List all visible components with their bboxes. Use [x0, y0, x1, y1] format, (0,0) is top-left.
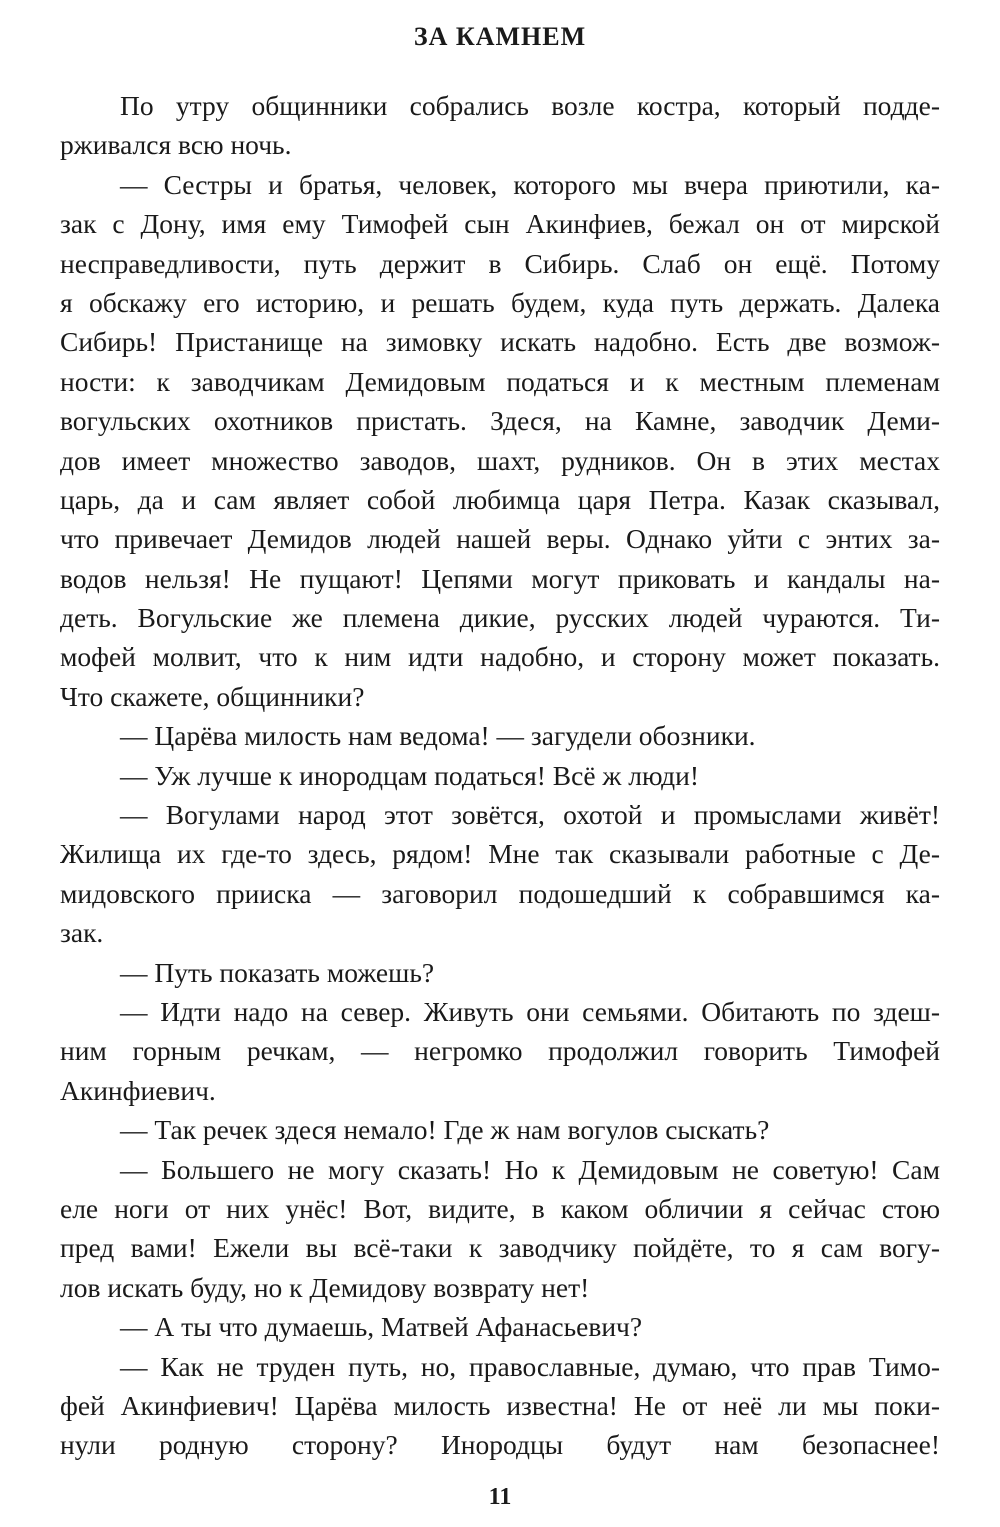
paragraph — [60, 1347, 940, 1465]
text-line: рживался всю ночь. — [60, 129, 292, 161]
paragraph — [60, 1307, 940, 1346]
paragraph — [60, 1150, 940, 1308]
text-line: — Идти надо на север. Живуть они семьями. Обитають по здеш- — [120, 995, 940, 1027]
text-line: пред вами! Ежели вы всё-таки к заводчику пойдёте, то я сам вогу- — [60, 1232, 940, 1264]
paragraph — [60, 165, 940, 716]
paragraph — [60, 756, 940, 795]
text-line: Что скажете, общинники? — [60, 680, 365, 712]
text-line: Жилища их где-то здесь, рядом! Мне так сказывали работные с Де- — [60, 838, 940, 870]
text-line: — А ты что думаешь, Матвей Афанасьевич? — [120, 1311, 643, 1343]
paragraph — [60, 953, 940, 992]
text-line: вогульских охотников пристать. Здеся, на Камне, заводчик Деми- — [60, 405, 940, 437]
text-line: — Уж лучше к инородцам податься! Всё ж люди! — [120, 759, 700, 791]
text-line: — Так речек здеся немало! Где ж нам вогулов сыскать? — [120, 1114, 770, 1146]
text-line: несправедливости, путь держит в Сибирь. Слаб он ещё. Потому — [60, 247, 940, 279]
text-line: лов искать буду, но к Демидову возврату нет! — [60, 1271, 590, 1303]
text-line: нули родную сторону? Инородцы будут нам безопаснее! — [60, 1429, 940, 1461]
paragraph — [60, 1110, 940, 1149]
text-line: — Путь показать можешь? — [120, 956, 435, 988]
text-line: — Сестры и братья, человек, которого мы вчера приютили, ка- — [120, 168, 940, 200]
paragraph — [60, 86, 940, 165]
chapter-title: ЗА КАМНЕМ — [413, 22, 587, 51]
text-line: что привечает Демидов людей нашей веры. Однако уйти с энтих за- — [60, 523, 940, 555]
page-body-text — [60, 86, 940, 1465]
text-line: зак с Дону, имя ему Тимофей сын Акинфиев, бежал он от мирской — [60, 208, 940, 240]
text-line: — Большего не могу сказать! Но к Демидовым не советую! Сам — [120, 1153, 940, 1185]
text-line: мидовского прииска — заговорил подошедший к собравшимся ка- — [60, 877, 940, 909]
text-line: ности: к заводчикам Демидовым податься и к местным племенам — [60, 365, 940, 397]
text-line: ним горным речкам, — негромко продолжил говорить Тимофей — [60, 1035, 940, 1067]
text-line: — Как не труден путь, но, православные, думаю, что прав Тимо- — [120, 1350, 940, 1382]
text-line: деть. Вогульские же племена дикие, русских людей чураются. Ти- — [60, 602, 940, 634]
text-line: зак. — [60, 917, 104, 949]
text-line: царь, да и сам являет собой любимца царя Петра. Казак сказывал, — [60, 483, 940, 515]
text-line: мофей молвит, что к ним идти надобно, и сторону может показать. — [60, 641, 940, 673]
text-line: дов имеет множество заводов, шахт, рудников. Он в этих местах — [60, 444, 940, 476]
text-line: Сибирь! Пристанище на зимовку искать надобно. Есть две возмож- — [60, 326, 940, 358]
text-line: — Вогулами народ этот зовётся, охотой и промыслами живёт! — [120, 799, 940, 831]
text-line: еле ноги от них унёс! Вот, видите, в каком обличии я сейчас стою — [60, 1192, 940, 1224]
paragraph — [60, 716, 940, 755]
text-line: я обскажу его историю, и решать будем, куда путь держать. Далека — [60, 286, 940, 318]
text-line: По утру общинники собрались возле костра, который подде- — [120, 90, 940, 121]
text-line: Акинфиевич. — [60, 1074, 216, 1106]
page-number: 11 — [488, 1484, 512, 1510]
text-line: — Царёва милость нам ведома! — загудели обозники. — [120, 720, 756, 752]
text-line: водов нельзя! Не пущают! Цепями могут приковать и кандалы на- — [60, 562, 940, 594]
paragraph — [60, 992, 940, 1110]
paragraph — [60, 795, 940, 953]
text-line: фей Акинфиевич! Царёва милость известна! Не от неё ли мы поки- — [60, 1389, 940, 1421]
